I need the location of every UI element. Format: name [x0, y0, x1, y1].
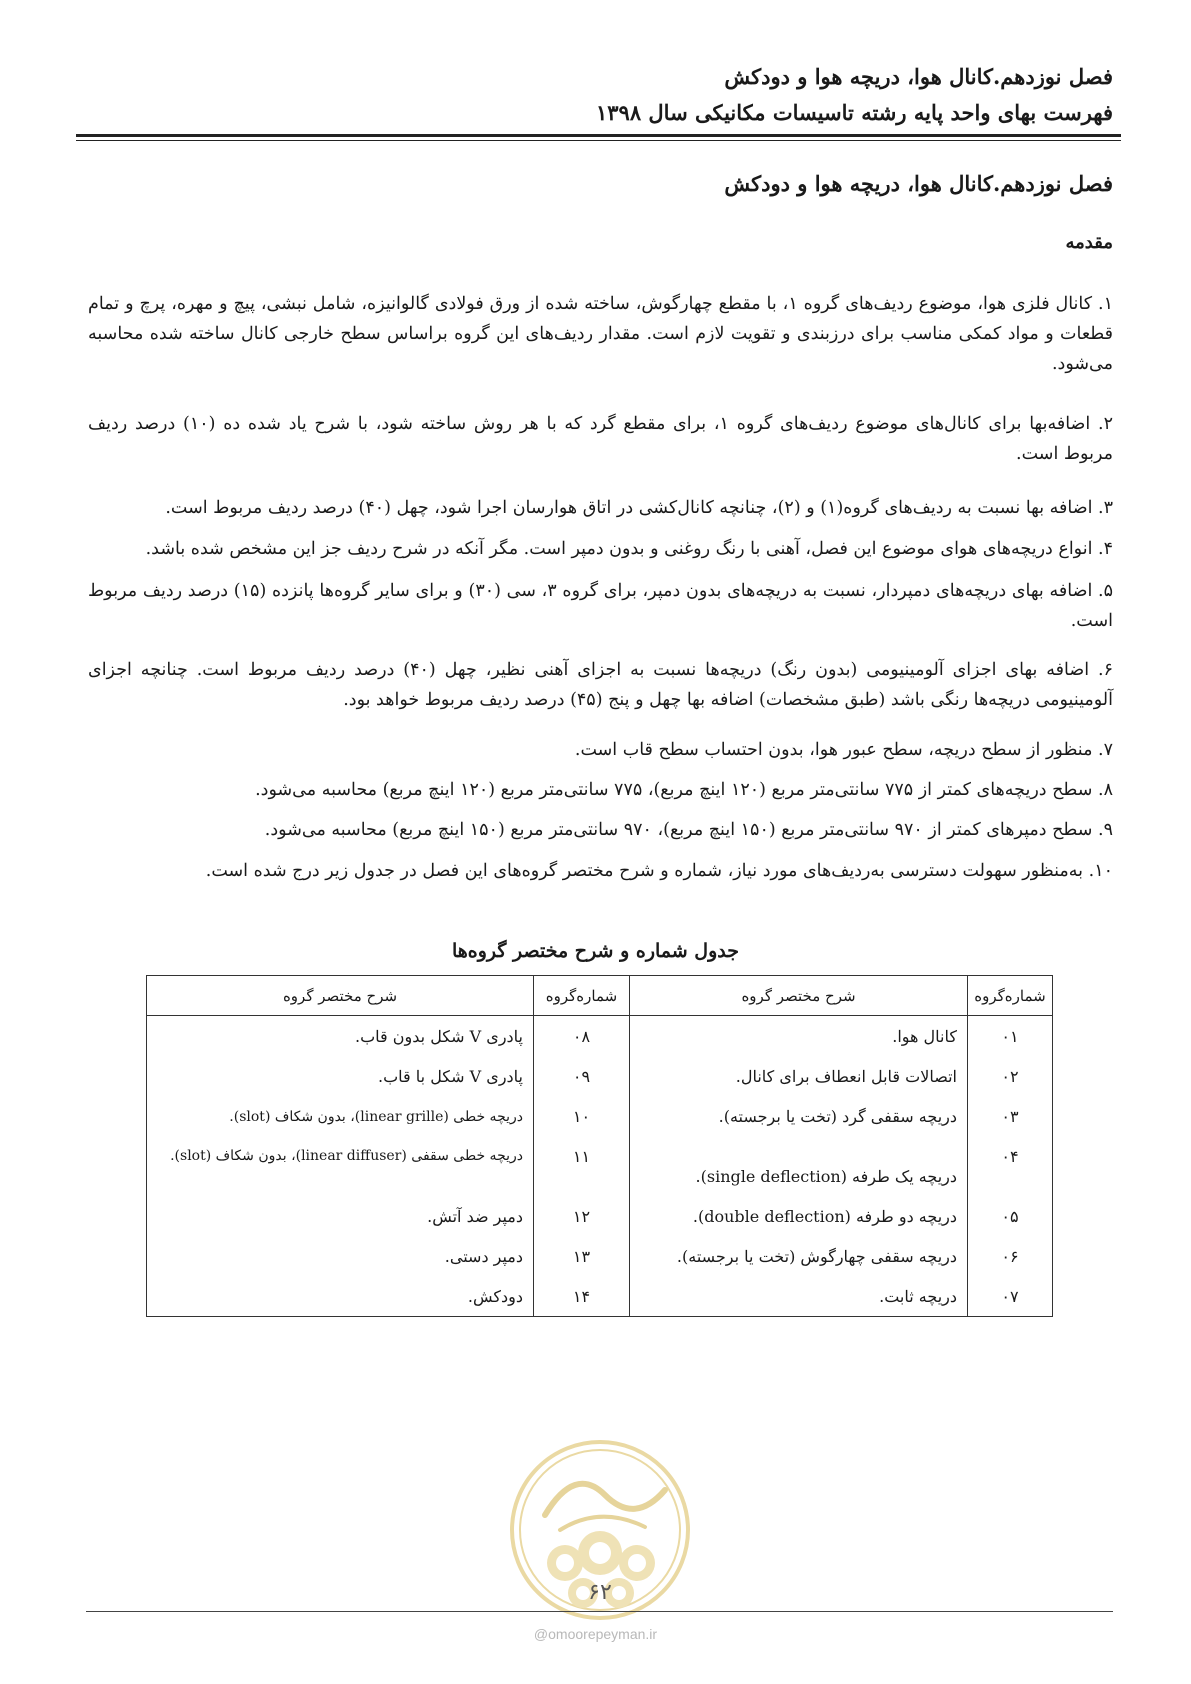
group-number: ۱۲ — [534, 1196, 630, 1236]
paragraph-9: ۹. سطح دمپرهای کمتر از ۹۷۰ سانتی‌متر مربع (۱۵۰ اینچ مربع)، ۹۷۰ سانتی‌متر مربع (۱۵۰ اینچ مربع) محاسبه می‌شود. — [264, 820, 1113, 840]
table-row — [147, 1276, 1053, 1317]
paragraph-5: ۵. اضافه بهای دریچه‌های دمپردار، نسبت به دریچه‌های بدون دمپر، برای گروه ۳، سی (۳۰) و برای سایر گروه‌ها پانزده (۱۵) درصد ردیف مربوط است. — [88, 581, 1113, 631]
paragraph-3: ۳. اضافه بها نسبت به ردیف‌های گروه(۱) و (۲)، چنانچه کانال‌کشی در اتاق هوارسان اجرا شود، چهل (۴۰) درصد ردیف مربوط است. — [165, 498, 1113, 518]
group-description: دریچه خطی (linear grille)، بدون شکاف (slot). — [229, 1109, 523, 1125]
column-header-number: شماره‌گروه — [534, 976, 630, 1016]
group-description: پادری V شکل بدون قاب. — [355, 1027, 523, 1046]
group-description: دریچه سقفی چهارگوش (تخت یا برجسته). — [630, 1236, 968, 1276]
group-number: ۰۲ — [968, 1056, 1053, 1096]
group-description: دریچه خطی سقفی (linear diffuser)، بدون شکاف (slot). — [170, 1148, 523, 1164]
group-description: دمپر ضد آتش. — [427, 1207, 523, 1226]
group-number: ۰۴ — [968, 1136, 1053, 1196]
intro-heading: مقدمه — [1065, 232, 1113, 253]
header-rule-thin — [76, 140, 1121, 141]
paragraph-4: ۴. انواع دریچه‌های هوای موضوع این فصل، آهنی با رنگ روغنی و بدون دمپر است. مگر آنکه در شرح ردیف جز این مشخص شده باشد. — [145, 539, 1113, 559]
table-row — [147, 1056, 1053, 1096]
table-row — [147, 1016, 1053, 1057]
table-row — [147, 1096, 1053, 1136]
group-number: ۰۳ — [968, 1096, 1053, 1136]
watermark-handle: @omoorepeyman.ir — [533, 1626, 658, 1642]
page-number: ۶۲ — [588, 1580, 612, 1605]
group-number: ۰۹ — [534, 1056, 630, 1096]
paragraph-1: ۱. کانال فلزی هوا، موضوع ردیف‌های گروه ۱، با مقطع چهارگوش، ساخته شده از ورق فولادی گالوانیزه، شامل نبشی، پیچ و مهره، پرچ و تمام قطعات و مواد کمکی مناسب برای درزبندی و تقویت لازم است. مقدار ردیف‌های این گروه براساس سطح خارجی کانال ساخته شده محاسبه می‌شود. — [88, 294, 1113, 374]
group-number: ۰۶ — [968, 1236, 1053, 1276]
group-number: ۱۳ — [534, 1236, 630, 1276]
group-number: ۰۱ — [968, 1016, 1053, 1057]
table-title: جدول شماره و شرح مختصر گروه‌ها — [451, 940, 740, 962]
group-description: دودکش. — [147, 1276, 534, 1317]
column-header-description: شرح مختصر گروه — [147, 976, 534, 1016]
group-description: دریچه یک طرفه (single deflection). — [630, 1136, 968, 1196]
groups-table — [146, 975, 1053, 1317]
running-header-chapter: فصل نوزدهم.کانال هوا، دریچه هوا و دودکش — [724, 64, 1113, 89]
column-header-description: شرح مختصر گروه — [630, 976, 968, 1016]
table-row — [147, 1236, 1053, 1276]
group-description: دمپر دستی. — [444, 1247, 523, 1266]
group-number: ۱۰ — [534, 1096, 630, 1136]
group-number: ۱۱ — [534, 1136, 630, 1196]
table-header-row — [147, 976, 1053, 1016]
paragraph-10: ۱۰. به‌منظور سهولت دسترسی به‌ردیف‌های مورد نیاز، شماره و شرح مختصر گروه‌های این فصل در جدول زیر درج شده است. — [205, 861, 1113, 881]
header-rule-thick — [76, 134, 1121, 137]
paragraph-6: ۶. اضافه بهای اجزای آلومینیومی (بدون رنگ) دریچه‌ها نسبت به اجزای آهنی نظیر، چهل (۴۰) درصد ردیف مربوط است. چنانچه اجزای آلومینیومی دریچه‌ها رنگی باشد (طبق مشخصات) اضافه بها چهل و پنج (۴۵) درصد ردیف مربوط خواهد بود. — [88, 660, 1113, 710]
group-number: ۰۸ — [534, 1016, 630, 1057]
group-description: کانال هوا. — [630, 1016, 968, 1057]
column-header-number: شماره‌گروه — [968, 976, 1053, 1016]
section-title: فصل نوزدهم.کانال هوا، دریچه هوا و دودکش — [724, 171, 1113, 196]
group-description: دریچه ثابت. — [630, 1276, 968, 1317]
group-description: اتصالات قابل انعطاف برای کانال. — [630, 1056, 968, 1096]
group-description: دریچه دو طرفه (double deflection). — [630, 1196, 968, 1236]
group-number: ۰۷ — [968, 1276, 1053, 1317]
paragraph-8: ۸. سطح دریچه‌های کمتر از ۷۷۵ سانتی‌متر مربع (۱۲۰ اینچ مربع)، ۷۷۵ سانتی‌متر مربع (۱۲۰ اینچ مربع) محاسبه می‌شود. — [255, 780, 1113, 800]
table-row — [147, 1196, 1053, 1236]
group-number: ۱۴ — [534, 1276, 630, 1317]
paragraph-7: ۷. منظور از سطح دریچه، سطح عبور هوا، بدون احتساب سطح قاب است. — [574, 740, 1113, 760]
group-number: ۰۵ — [968, 1196, 1053, 1236]
table-row — [147, 1136, 1053, 1196]
group-description: پادری V شکل با قاب. — [378, 1067, 523, 1086]
group-description: دریچه سقفی گرد (تخت یا برجسته). — [630, 1096, 968, 1136]
running-header-title: فهرست بهای واحد پایه رشته تاسیسات مکانیکی سال ۱۳۹۸ — [595, 100, 1113, 125]
paragraph-2: ۲. اضافه‌بها برای کانال‌های موضوع ردیف‌های گروه ۱، برای مقطع گرد که با هر روش ساخته شود، با شرح یاد شده ده (۱۰) درصد ردیف مربوط است. — [88, 414, 1113, 464]
footer-rule — [86, 1611, 1113, 1612]
